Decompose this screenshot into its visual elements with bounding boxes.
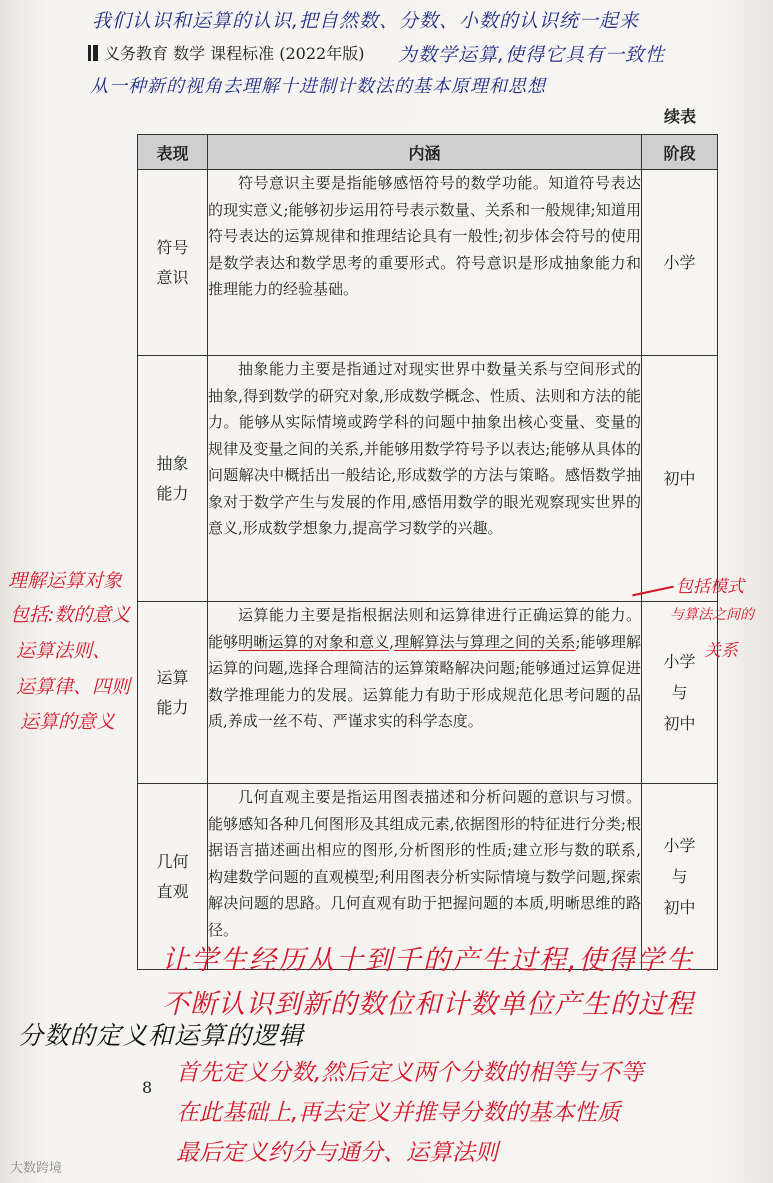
- row-label-line: 符号: [156, 237, 189, 257]
- stage-line: 初中: [663, 898, 696, 917]
- header-bar-icon: [88, 45, 98, 61]
- stage-line: 小学: [663, 652, 696, 671]
- stage-line: 初中: [663, 469, 696, 488]
- row-stage-computation: [642, 602, 718, 784]
- row-text-abstraction: [208, 356, 642, 602]
- handwritten-note-top-3: 从一种新的视角去理解十进制计数法的基本原理和思想: [90, 76, 546, 97]
- margin-note-line: 运算律、四则: [16, 676, 131, 698]
- literacy-table: [137, 134, 718, 970]
- stage-line: 初中: [663, 714, 696, 733]
- running-header: [88, 41, 364, 64]
- row-label-line: 运算: [156, 667, 189, 687]
- stage-line: 小学: [663, 836, 696, 855]
- row-label-symbol-sense: [138, 170, 208, 356]
- underlined-phrase: 明晰运算的对象和意义: [238, 632, 390, 651]
- table-header-row: [138, 135, 718, 170]
- stage-line: 与: [671, 683, 688, 702]
- row-paragraph: 几何直观主要是指运用图表描述和分析问题的意识与习惯。能够感知各种几何图形及其组成元素,依据图形的特征进行分类;根据语言描述画出相应的图形,分析图形的性质;建立形与数的联系,构建数学问题的直观模型;利用图表分析实际情境与数学问题,探索解决问题的思路。几何直观有助于把握问题的本质,明晰思维的路径。: [208, 788, 641, 939]
- text-segment: ,: [389, 632, 395, 651]
- row-paragraph: [208, 602, 641, 735]
- row-paragraph: 抽象能力主要是指通过对现实世界中数量关系与空间形式的抽象,得到数学的研究对象,形成数学概念、性质、法则和方法的能力。能够从实际情境或跨学科的问题中抽象出核心变量、变量的规律及变量之间的关系,并能够用数学符号予以表达;能够从具体的问题解决中概括出一般结论,形成数学的方法与策略。感悟数学抽象对于数学产生与发展的作用,感悟用数学的眼光观察现实世界的意义,形成数学想象力,提高学习数学的兴趣。: [208, 360, 641, 537]
- row-label-line: 能力: [156, 483, 189, 503]
- margin-note-line: 包括模式: [676, 577, 744, 597]
- handwritten-note-bottom-1: 让学生经历从十到千的产生过程,使得学生: [162, 945, 695, 976]
- row-paragraph: 符号意识主要是指能够感悟符号的数学功能。知道符号表达的现实意义;能够初步运用符号表示数量、关系和一般规律;知道用符号表达的运算规律和推理结论具有一般性;初步体会符号的使用是数学表达和数学思考的重要形式。符号意识是形成抽象能力和推理能力的经验基础。: [208, 174, 641, 298]
- row-label-line: 能力: [156, 697, 189, 717]
- stage-line: 小学: [663, 253, 696, 272]
- handwritten-note-bottom-5: 最后定义约分与通分、运算法则: [176, 1140, 498, 1166]
- handwritten-note-bottom-4: 在此基础上,再去定义并推导分数的基本性质: [176, 1100, 621, 1126]
- text-segment: 运算能力主要是指根据法则和运算律进行正确运算的能力。能够: [208, 606, 641, 651]
- handwritten-note-top-1: 我们认识和运算的认识,把自然数、分数、小数的认识统一起来: [92, 10, 640, 32]
- row-text-computation: [208, 602, 642, 784]
- row-label-line: 抽象: [156, 453, 189, 473]
- handwritten-note-top-2: 为数学运算,使得它具有一致性: [398, 44, 666, 66]
- row-label-line: 几何: [156, 851, 189, 871]
- row-stage-symbol-sense: [642, 170, 718, 356]
- row-label-abstraction: [138, 356, 208, 602]
- margin-note-line: 运算的意义: [20, 711, 116, 733]
- table-row: [138, 602, 718, 784]
- margin-note-line: 运算法则、: [16, 640, 112, 662]
- margin-note-line: 包括:数的意义: [10, 604, 131, 626]
- row-label-computation: [138, 602, 208, 784]
- table-row: [138, 170, 718, 356]
- column-header-connotation: 内涵: [208, 135, 642, 170]
- underlined-phrase: 理解算法与算理之间的关系: [394, 632, 576, 651]
- row-label-line: 直观: [156, 881, 189, 901]
- page-number: 8: [142, 1078, 153, 1097]
- handwritten-note-bottom-2: 不断认识到新的数位和计数单位产生的过程: [162, 989, 694, 1020]
- continued-label: 续表: [664, 107, 697, 126]
- row-label-line: 意识: [156, 267, 189, 287]
- stage-line: 与: [671, 867, 688, 886]
- margin-note-line: 与算法之间的: [670, 607, 754, 623]
- row-stage-abstraction: [642, 356, 718, 602]
- column-header-stage: 阶段: [642, 135, 718, 170]
- column-header-performance: 表现: [138, 135, 208, 170]
- table-row: [138, 356, 718, 602]
- row-text-symbol-sense: [208, 170, 642, 356]
- margin-note-line: 理解运算对象: [8, 570, 123, 592]
- margin-note-line: 关系: [704, 641, 738, 661]
- handwritten-note-bottom-3: 首先定义分数,然后定义两个分数的相等与不等: [176, 1060, 644, 1086]
- handwritten-note-heading: 分数的定义和运算的逻辑: [18, 1021, 305, 1050]
- watermark: 大数跨境: [10, 1161, 63, 1176]
- running-header-text: 义务教育 数学 课程标准 (2022年版): [104, 44, 365, 63]
- text-segment: ;能够理解运算的问题,选择合理简洁的运算策略解决问题;能够通过运算促进数学推理能力的发展。运算能力有助于形成规范化思考问题的品质,养成一丝不苟、严谨求实的科学态度。: [208, 632, 641, 730]
